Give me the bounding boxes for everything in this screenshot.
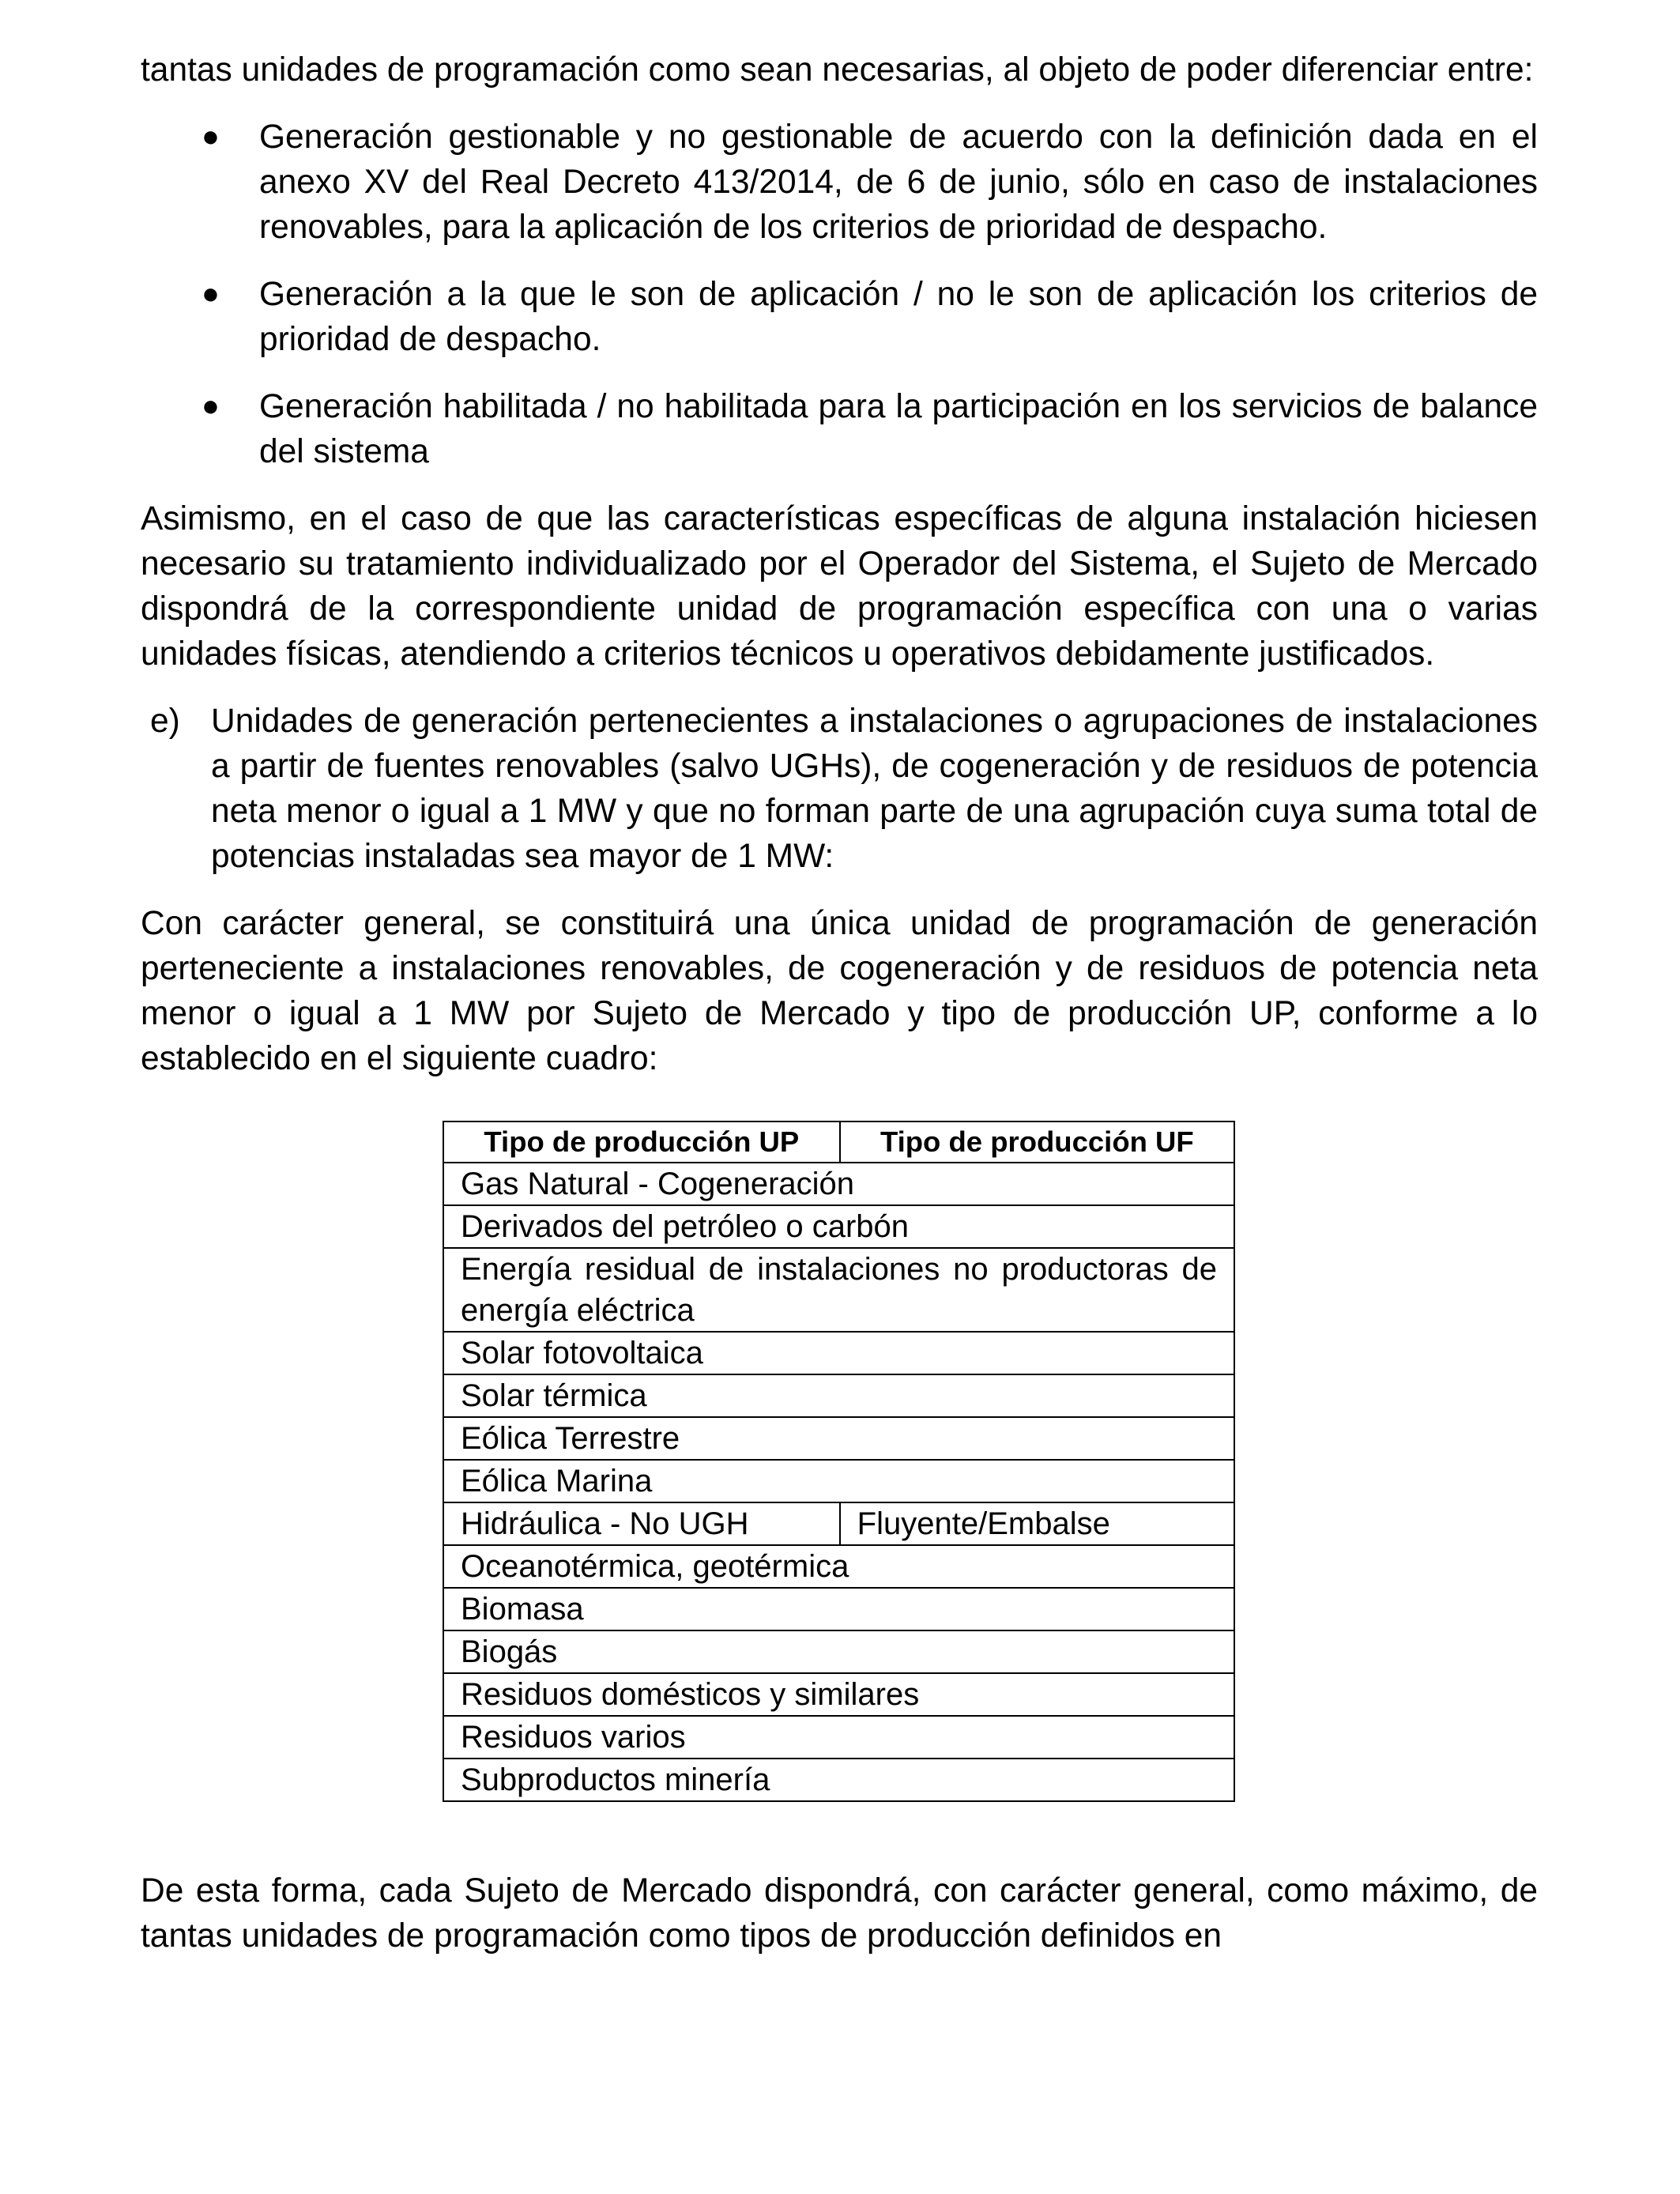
table-cell: Energía residual de instalaciones no productoras de energía eléctrica: [443, 1248, 1234, 1332]
bullet-icon: ●: [202, 277, 220, 311]
table-cell: Subproductos minería: [443, 1759, 1234, 1801]
bullet-text: Generación a la que le son de aplicación / no le son de aplicación los criterios de prioridad de despacho.: [259, 276, 1538, 358]
bullet-icon: ●: [202, 390, 220, 423]
bullet-item: [141, 384, 1538, 474]
table-cell: Biogás: [443, 1630, 1234, 1673]
table-cell: Residuos domésticos y similares: [443, 1673, 1234, 1716]
table-row: [443, 1205, 1234, 1248]
document-page: [141, 47, 1538, 1958]
table-cell: Hidráulica - No UGH: [443, 1502, 840, 1545]
bullet-text: Generación habilitada / no habilitada para la participación en los servicios de balance del sistema: [259, 388, 1538, 470]
table-header-row: [443, 1122, 1234, 1163]
table-cell: Oceanotérmica, geotérmica: [443, 1545, 1234, 1588]
header-up: Tipo de producción UP: [443, 1122, 840, 1163]
table-cell: Eólica Terrestre: [443, 1417, 1234, 1460]
table-row: [443, 1248, 1234, 1332]
table-row: [443, 1630, 1234, 1673]
table-row: [443, 1716, 1234, 1759]
intro-paragraph: tantas unidades de programación como sean necesarias, al objeto de poder diferenciar entre:: [141, 51, 1534, 89]
table-cell: Fluyente/Embalse: [840, 1502, 1234, 1545]
table-row: [443, 1545, 1234, 1588]
table-row: [443, 1417, 1234, 1460]
asimismo-paragraph: Asimismo, en el caso de que las características específicas de alguna instalación hiciesen necesario su tratamiento individualizado por el Operador del Sistema, el Sujeto de Mercado dispondrá de la correspondiente unidad de programación específica con una o varias unidades físicas, atendiendo a criterios técnicos u operativos debidamente justificados.: [141, 500, 1538, 673]
bullet-text: Generación gestionable y no gestionable de acuerdo con la definición dada en el anexo XV del Real Decreto 413/2014, de 6 de junio, sólo en caso de instalaciones renovables, para la aplicación de los criterios de prioridad de despacho.: [259, 119, 1538, 246]
table-row: [443, 1759, 1234, 1801]
table-row: [443, 1502, 1234, 1545]
table-cell: Biomasa: [443, 1588, 1234, 1630]
list-item-e: [141, 699, 1538, 879]
bullet-item: [141, 115, 1538, 250]
bullet-item: [141, 272, 1538, 362]
table-cell: Derivados del petróleo o carbón: [443, 1205, 1234, 1248]
table-row: [443, 1460, 1234, 1502]
list-marker: e): [150, 703, 180, 740]
table-row: [443, 1332, 1234, 1374]
header-uf: Tipo de producción UF: [840, 1122, 1234, 1163]
final-paragraph: De esta forma, cada Sujeto de Mercado dispondrá, con carácter general, como máximo, de tantas unidades de programación como tipos de producción definidos en: [141, 1872, 1538, 1955]
table-cell: Solar fotovoltaica: [443, 1332, 1234, 1374]
table-row: [443, 1374, 1234, 1417]
table-cell: Residuos varios: [443, 1716, 1234, 1759]
table-row: [443, 1588, 1234, 1630]
list-item-text: Unidades de generación pertenecientes a instalaciones o agrupaciones de instalaciones a partir de fuentes renovables (salvo UGHs), de cogeneración y de residuos de potencia neta menor o igual a 1 MW y que no forman parte de una agrupación cuya suma total de potencias instaladas sea mayor de 1 MW:: [211, 703, 1538, 875]
bullet-icon: ●: [202, 120, 220, 153]
bullet-list: [141, 115, 1538, 474]
table-cell: Solar térmica: [443, 1374, 1234, 1417]
table-cell: Eólica Marina: [443, 1460, 1234, 1502]
con-caracter-paragraph: Con carácter general, se constituirá una única unidad de programación de generación perteneciente a instalaciones renovables, de cogeneración y de residuos de potencia neta menor o igual a 1 MW por Sujeto de Mercado y tipo de producción UP, conforme a lo establecido en el siguiente cuadro:: [141, 905, 1538, 1077]
table-row: [443, 1673, 1234, 1716]
table-cell: Gas Natural - Cogeneración: [443, 1163, 1234, 1205]
production-type-table: [443, 1121, 1235, 1802]
table-row: [443, 1163, 1234, 1205]
